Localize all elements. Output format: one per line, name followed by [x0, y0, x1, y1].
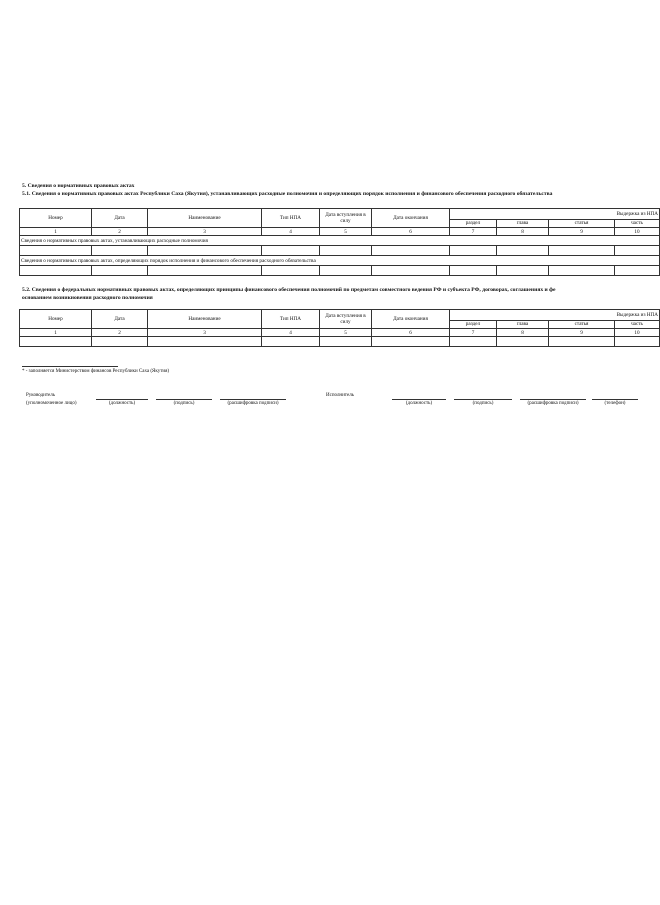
subheader-part: часть [615, 219, 660, 227]
caption-name: (расшифровка подписи) [227, 401, 279, 406]
header-name: Наименование [148, 310, 262, 329]
sig-line-exec-signature [454, 399, 512, 400]
sig-line-exec-name [520, 399, 586, 400]
table-row [20, 236, 660, 246]
caption-signature: (подпись) [173, 401, 195, 406]
header-effective-date: Дата вступления в силу [320, 209, 372, 228]
sig-line-exec-position [392, 399, 446, 400]
header-type: Тип НПА [262, 310, 320, 329]
header-end-date: Дата окончания [372, 209, 450, 228]
caption-exec-signature: (подпись) [472, 401, 494, 406]
section5-title: 5. Сведения о нормативных правовых актах [22, 183, 135, 189]
col-num: 6 [372, 228, 450, 236]
table-row [20, 246, 660, 256]
caption-exec-name: (расшифровка подписи) [527, 401, 579, 406]
footnote: * - заполняется Министерством финансов Республики Саха (Якутия) [22, 369, 170, 374]
col-num: 4 [262, 228, 320, 236]
col-num: 10 [615, 329, 660, 337]
header-name: Наименование [148, 209, 262, 228]
signature-executor-label: Исполнитель [326, 393, 354, 398]
table-row [20, 337, 660, 347]
subheader-chapter: глава [497, 219, 549, 227]
column-number-row [20, 228, 660, 236]
caption-position: (должность) [108, 401, 136, 406]
col-num: 7 [450, 228, 497, 236]
col-num: 6 [372, 329, 450, 337]
subheader-article: статья [549, 219, 615, 227]
col-num: 3 [148, 228, 262, 236]
signature-head-sublabel: (уполномоченное лицо) [26, 401, 77, 406]
section52-title-line2: основанием возникновения расходного полномочия [22, 295, 153, 301]
col-num: 1 [20, 329, 92, 337]
header-effective-date: Дата вступления в силу [320, 310, 372, 329]
col-num: 9 [549, 228, 615, 236]
footnote-divider [22, 366, 118, 367]
table-row [20, 256, 660, 266]
sig-line-name [220, 399, 286, 400]
row-label-procedure: Сведения о нормативных правовых актах, определяющих порядок исполнения и финансового обеспечения расходного обязательства [20, 256, 660, 266]
col-num: 4 [262, 329, 320, 337]
subheader-section: раздел [450, 219, 497, 227]
subheader-chapter: глава [497, 320, 549, 328]
section52-title-line1: 5.2. Сведения о федеральных нормативных правовых актах, определяющих принципы финансового обеспечения полномочий по предметам совместного ведения РФ и субъекта РФ, договорах, соглашениях и фе [22, 287, 556, 293]
col-num: 5 [320, 228, 372, 236]
sig-line-position [96, 399, 148, 400]
header-date: Дата [92, 209, 148, 228]
header-end-date: Дата окончания [372, 310, 450, 329]
header-excerpt-group: Выдержка из НПА [450, 209, 660, 220]
signature-head-label: Руководитель [26, 393, 56, 398]
header-excerpt-group: Выдержка из НПА [450, 310, 660, 321]
header-number: Номер [20, 310, 92, 329]
col-num: 3 [148, 329, 262, 337]
caption-exec-position: (должность) [405, 401, 433, 406]
col-num: 2 [92, 329, 148, 337]
section51-title: 5.1. Сведения о нормативных правовых актах Республики Саха (Якутия), устанавливающих расходные полномочия и определяющих порядок исполнения и финансового обеспечения расходного обязательства [22, 191, 553, 197]
table-row [20, 266, 660, 276]
row-label-powers: Сведения о нормативных правовых актах, устанавливающих расходные полномочия [20, 236, 660, 246]
sig-line-exec-phone [592, 399, 638, 400]
subheader-part: часть [615, 320, 660, 328]
caption-exec-phone: (телефон) [604, 401, 626, 406]
col-num: 8 [497, 228, 549, 236]
npa-table-5-1 [19, 208, 660, 276]
sig-line-signature [156, 399, 212, 400]
header-date: Дата [92, 310, 148, 329]
col-num: 2 [92, 228, 148, 236]
col-num: 5 [320, 329, 372, 337]
header-number: Номер [20, 209, 92, 228]
subheader-article: статья [549, 320, 615, 328]
col-num: 1 [20, 228, 92, 236]
col-num: 10 [615, 228, 660, 236]
col-num: 8 [497, 329, 549, 337]
col-num: 9 [549, 329, 615, 337]
header-type: Тип НПА [262, 209, 320, 228]
subheader-section: раздел [450, 320, 497, 328]
col-num: 7 [450, 329, 497, 337]
column-number-row [20, 329, 660, 337]
npa-table-5-2 [19, 309, 660, 347]
